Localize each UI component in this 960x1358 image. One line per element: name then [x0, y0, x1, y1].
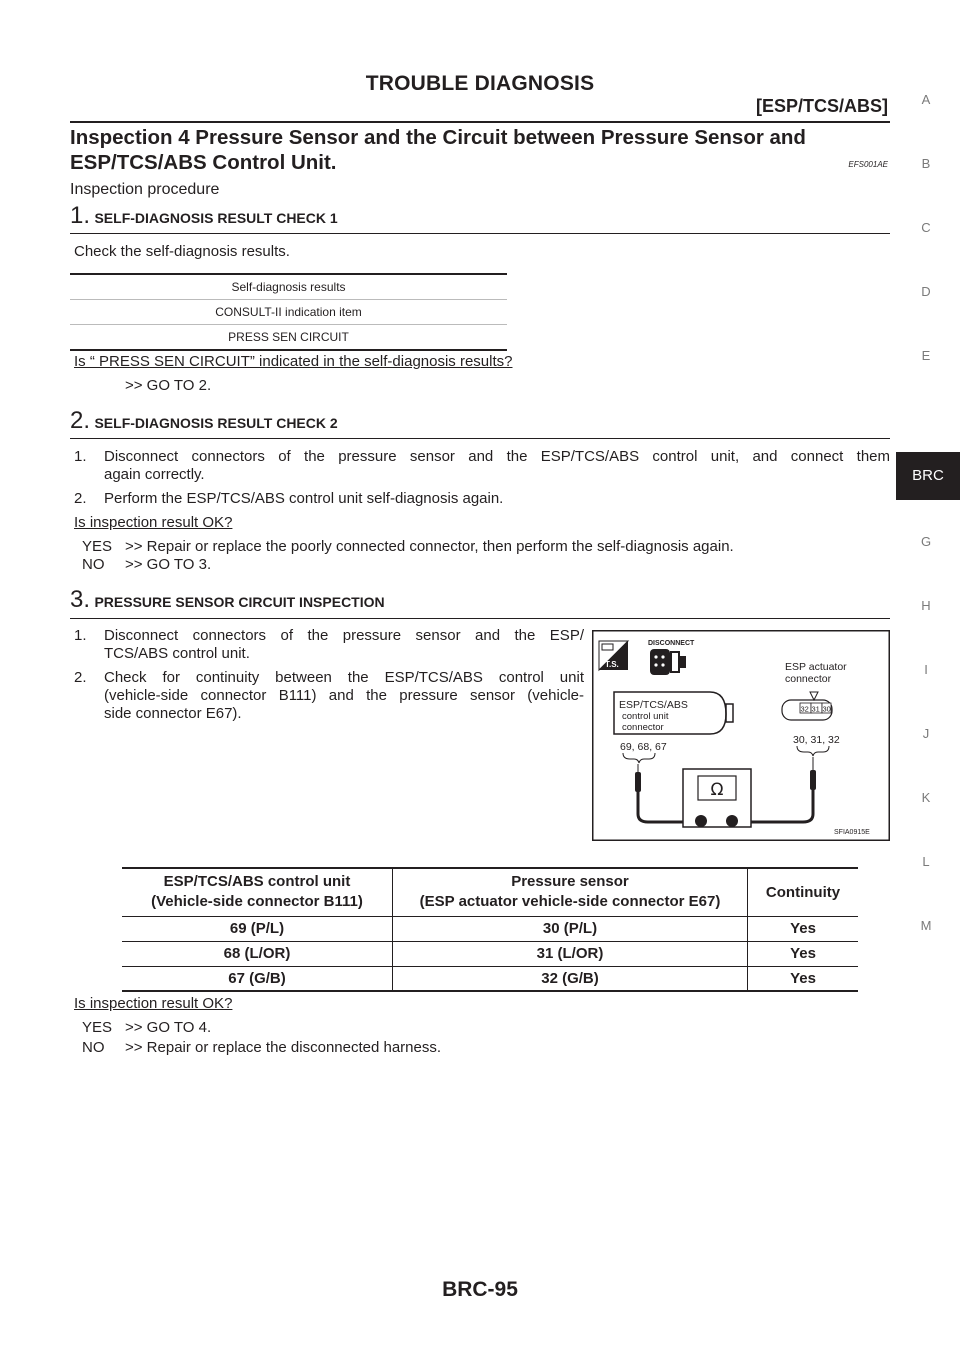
col-control-unit: [122, 868, 393, 916]
step3-number: 3.: [70, 586, 91, 613]
pins-left-label: 69, 68, 67: [620, 741, 667, 753]
pin-32-label: 32: [800, 704, 809, 714]
step1-heading: [70, 202, 338, 230]
sidebar-tab-g[interactable]: G: [920, 534, 932, 549]
step3-item1-line1: Disconnect connectors of the pressure sensor and the ESP/: [104, 627, 584, 644]
sidebar-tab-l[interactable]: L: [922, 854, 930, 869]
ohm-icon: Ω: [710, 780, 724, 800]
step2-yes-label: YES: [82, 538, 113, 555]
cell-control-unit: 69 (P/L): [122, 916, 393, 941]
section-code: EFS001AE: [848, 160, 888, 169]
sidebar-tab-j[interactable]: J: [922, 726, 930, 741]
sidebar-tab-c[interactable]: C: [921, 220, 931, 235]
ts-icon: [599, 641, 628, 670]
step3-item2-line1: Check for continuity between the ESP/TCS/ABS control unit: [104, 669, 584, 686]
cell-continuity: Yes: [790, 969, 816, 987]
cell-pressure-sensor: 32 (G/B): [393, 966, 748, 991]
sidebar-tab-m[interactable]: M: [920, 918, 932, 933]
step2-no-label: NO: [82, 556, 105, 573]
step3-item2-line2: (vehicle-side connector B111) and the pressure sensor (vehicle-: [104, 687, 584, 704]
table-row: [122, 916, 858, 941]
step3-no-label: NO: [82, 1039, 105, 1056]
step3-title: PRESSURE SENSOR CIRCUIT INSPECTION: [94, 594, 385, 610]
step2-item2-number: 2.: [74, 490, 87, 507]
step2-yes-text: >> Repair or replace the poorly connected connector, then perform the self-diagnosis again.: [125, 538, 734, 555]
step3-item1-line2: TCS/ABS control unit.: [104, 645, 250, 662]
disconnect-label: DISCONNECT: [648, 640, 695, 647]
control-unit-label-line3: connector: [622, 722, 664, 733]
pin-30-label: 30: [822, 704, 831, 714]
header-rule: [70, 121, 890, 123]
page-number: BRC-95: [442, 1278, 518, 1301]
sidebar-tab-a[interactable]: A: [921, 92, 931, 107]
table-row: [122, 966, 858, 991]
step3-item2-line3: side connector E67).: [104, 705, 242, 722]
continuity-table-header: [122, 868, 858, 916]
sd-table-header: Self-diagnosis results: [70, 274, 507, 300]
step2-heading: [70, 407, 338, 435]
sidebar-tab-e[interactable]: E: [921, 348, 931, 363]
step2-rule: [70, 438, 890, 439]
step3-item1-number: 1.: [74, 627, 87, 644]
pin-31-label: 31: [811, 704, 820, 714]
col-pressure-sensor: [393, 868, 748, 916]
sidebar-tab-i[interactable]: I: [924, 662, 928, 677]
page-header-title: TROUBLE DIAGNOSIS: [365, 72, 595, 95]
sidebar-tab-h[interactable]: H: [921, 598, 931, 613]
step2-item1-number: 1.: [74, 448, 87, 465]
page-header-subtitle: [ESP/TCS/ABS]: [755, 96, 888, 116]
section-title: [70, 125, 860, 175]
ohmmeter: [683, 769, 751, 827]
ts-label: T.S.: [605, 660, 619, 669]
pins-right-label: 30, 31, 32: [793, 734, 840, 746]
step1-rule: [70, 233, 890, 234]
col-pressure-sensor-line1: Pressure sensor: [511, 873, 629, 891]
step1-question: Is “ PRESS SEN CIRCUIT” indicated in the self-diagnosis results?: [74, 353, 513, 370]
cell-continuity: Yes: [790, 920, 816, 937]
step3-rule: [70, 618, 890, 619]
step2-item1-line1: Disconnect connectors of the pressure sensor and the ESP/TCS/ABS control unit, and connect them: [104, 448, 890, 465]
step1-answer: >> GO TO 2.: [125, 377, 212, 394]
sd-table-subheader: CONSULT-II indication item: [70, 300, 507, 325]
sd-table-cell: PRESS SEN CIRCUIT: [70, 325, 507, 351]
col-control-unit-line2: (Vehicle-side connector B111): [151, 893, 363, 911]
step2-item1-line2: again correctly.: [104, 466, 205, 483]
section-intro: Inspection procedure: [70, 181, 220, 198]
cell-pressure-sensor: 31 (L/OR): [393, 941, 748, 966]
cell-continuity: Yes: [790, 945, 816, 962]
step3-item2-number: 2.: [74, 669, 87, 686]
section-title-line1: Inspection 4 Pressure Sensor and the Circuit between Pressure Sensor and: [70, 126, 806, 149]
step3-heading: [70, 586, 385, 614]
col-control-unit-line1: ESP/TCS/ABS control unit: [163, 873, 351, 891]
step2-item2: Perform the ESP/TCS/ABS control unit self-diagnosis again.: [104, 490, 504, 507]
step1-text: Check the self-diagnosis results.: [74, 243, 290, 260]
step2-no-text: >> GO TO 3.: [125, 556, 212, 573]
sidebar-tab-d[interactable]: D: [921, 284, 931, 299]
control-unit-label-line2: control unit: [622, 711, 669, 722]
figure-code: SFIA0915E: [834, 829, 870, 836]
self-diagnosis-table: [70, 273, 507, 351]
step2-question: Is inspection result OK?: [74, 514, 233, 531]
step1-number: 1.: [70, 202, 91, 229]
step3-yes-text: >> GO TO 4.: [125, 1019, 212, 1036]
table-row: [122, 941, 858, 966]
sidebar-tab-brc[interactable]: BRC: [896, 452, 960, 500]
continuity-diagram: [592, 630, 890, 841]
continuity-table: [122, 867, 858, 992]
step2-number: 2.: [70, 407, 91, 434]
control-unit-label-line1: ESP/TCS/ABS: [619, 699, 688, 711]
section-title-line2: ESP/TCS/ABS Control Unit.: [70, 151, 337, 174]
cell-control-unit: 67 (G/B): [122, 966, 393, 991]
esp-actuator-label-line2: connector: [785, 673, 832, 685]
col-pressure-sensor-line2: (ESP actuator vehicle-side connector E67): [419, 893, 721, 911]
cell-pressure-sensor: 30 (P/L): [393, 916, 748, 941]
step2-title: SELF-DIAGNOSIS RESULT CHECK 2: [94, 415, 338, 431]
col-continuity: Continuity: [765, 883, 841, 901]
step3-no-text: >> Repair or replace the disconnected harness.: [125, 1039, 442, 1056]
cell-control-unit: 68 (L/OR): [122, 941, 393, 966]
step1-title: SELF-DIAGNOSIS RESULT CHECK 1: [94, 210, 338, 226]
sidebar-tab-k[interactable]: K: [921, 790, 931, 805]
step3-yes-label: YES: [82, 1019, 113, 1036]
step3-question: Is inspection result OK?: [74, 995, 233, 1012]
esp-actuator-label-line1: ESP actuator: [785, 661, 847, 673]
sidebar-tab-b[interactable]: B: [921, 156, 931, 171]
